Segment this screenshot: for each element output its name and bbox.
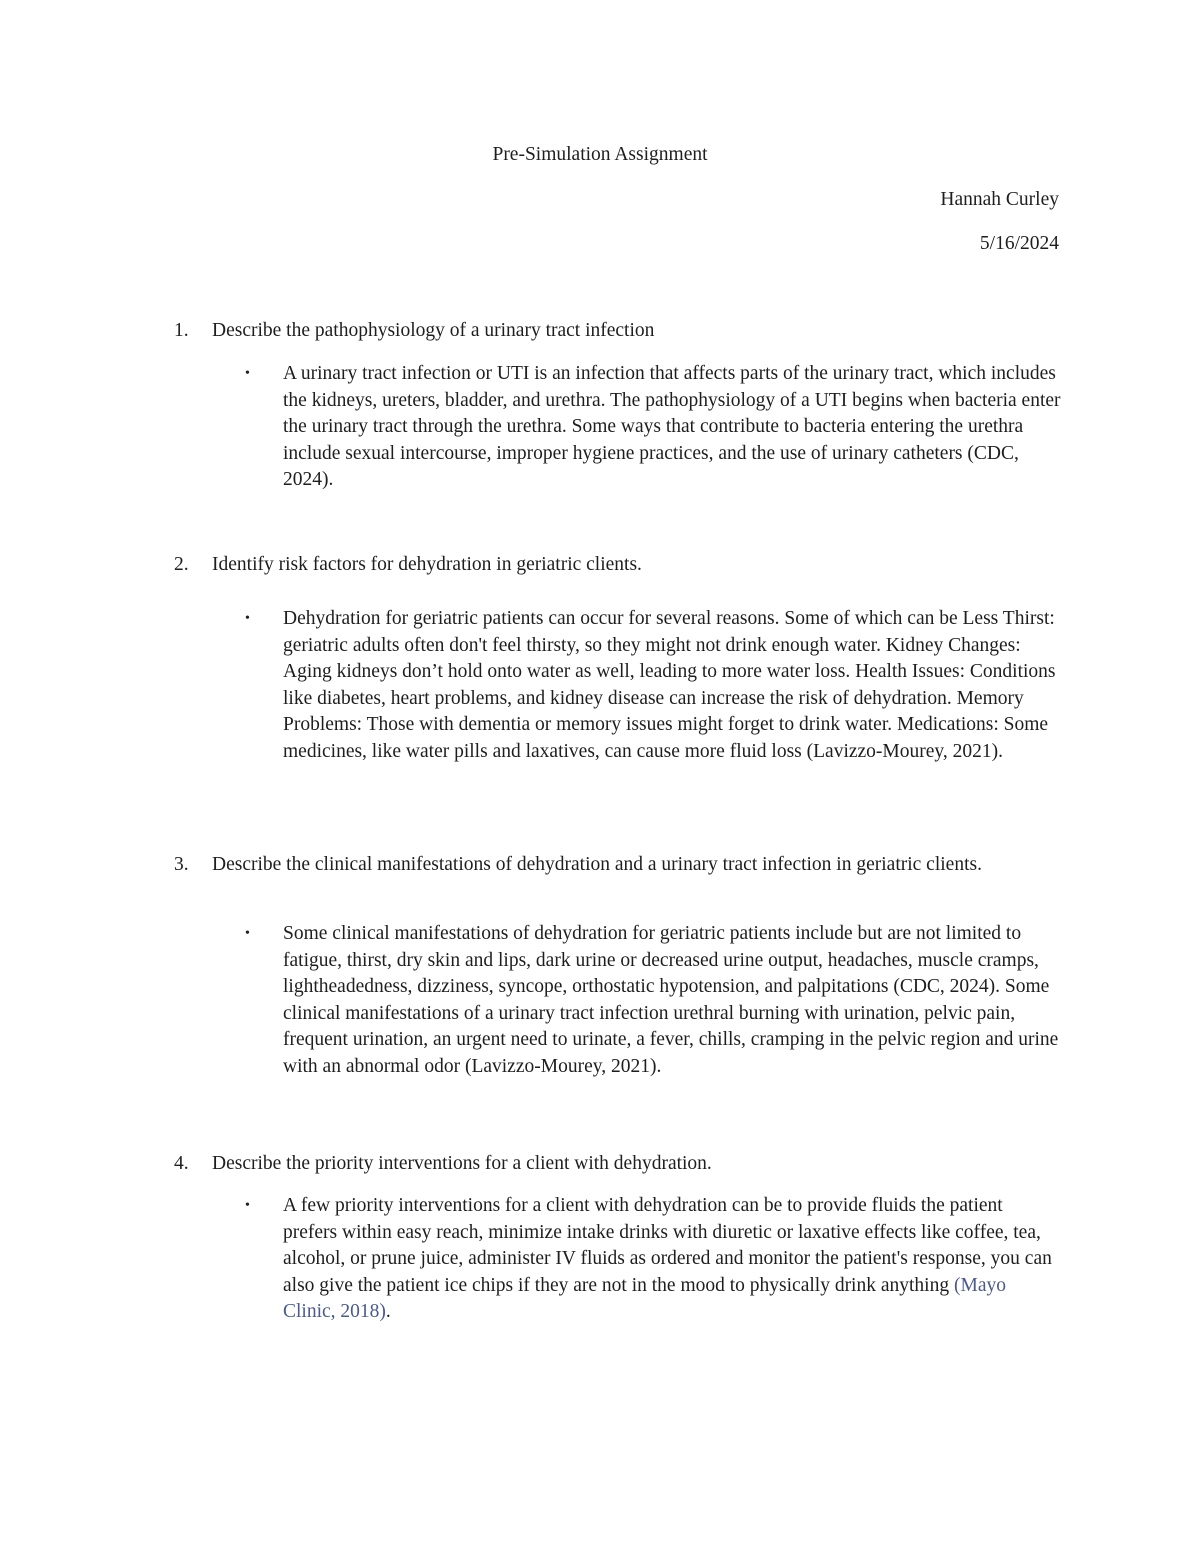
- document-title: Pre-Simulation Assignment: [492, 144, 708, 165]
- document-date: 5/16/2024: [979, 233, 1059, 254]
- question-number: 1.: [174, 320, 189, 341]
- question-text: Identify risk factors for dehydration in geriatric clients.: [212, 554, 642, 575]
- question-text: Describe the clinical manifestations of dehydration and a urinary tract infection in geriatric clients.: [212, 854, 982, 875]
- bullet-icon: •: [245, 611, 250, 626]
- question-number: 4.: [174, 1153, 189, 1174]
- citation-link[interactable]: (Mayo Clinic, 2018): [283, 1274, 1006, 1323]
- answer-text: A urinary tract infection or UTI is an infection that affects parts of the urinary tract, which includes the kidneys, ureters, bladder, and urethra. The pathophysiology of a UTI begins when bacteria enter the urinary tract through the urethra. Some ways that contribute to bacteria entering the urethra include sexual intercourse, improper hygiene practices, and the use of urinary catheters (CDC, 2024).: [283, 363, 1061, 491]
- question-text: Describe the pathophysiology of a urinary tract infection: [212, 320, 655, 341]
- answer-text: Some clinical manifestations of dehydration for geriatric patients include but are not limited to fatigue, thirst, dry skin and lips, dark urine or decreased urine output, headaches, muscle cramps, lightheadedness, dizziness, syncope, orthostatic hypotension, and palpitations (CDC, 2024). Some clinical manifestations of a urinary tract infection urethral burning with urination, pelvic pain, frequent urination, an urgent need to urinate, a fever, chills, cramping in the pelvic region and urine with an abnormal odor (Lavizzo-Mourey, 2021).: [283, 923, 1059, 1077]
- question-text: Describe the priority interventions for a client with dehydration.: [212, 1153, 712, 1174]
- question-number: 3.: [174, 854, 189, 875]
- answer-text: Dehydration for geriatric patients can occur for several reasons. Some of which can be Less Thirst: geriatric adults often don't feel thirsty, so they might not drink enough water. Kidney Changes: Aging kidneys don’t hold onto water as well, leading to more water loss. Health Issues: Conditions like diabetes, heart problems, and kidney disease can increase the risk of dehydration. Memory Problems: Those with dementia or memory issues might forget to drink water. Medications: Some medicines, like water pills and laxatives, can cause more fluid loss (Lavizzo-Mourey, 2021).: [283, 608, 1056, 762]
- bullet-icon: •: [245, 1198, 250, 1213]
- question-number: 2.: [174, 554, 189, 575]
- bullet-icon: •: [245, 926, 250, 941]
- author-name: Hannah Curley: [940, 189, 1059, 210]
- answer-body: A few priority interventions for a client with dehydration can be to provide fluids the patient prefers within easy reach, minimize intake drinks with diuretic or laxative effects like coffee, tea, alcohol, or prune juice, administer IV fluids as ordered and monitor the patient's response, you can also give the patient ice chips if they are not in the mood to physically drink anything: [283, 1195, 1052, 1296]
- citation-end: .: [385, 1301, 391, 1323]
- answer-text: [283, 1193, 1061, 1326]
- bullet-icon: •: [245, 366, 250, 381]
